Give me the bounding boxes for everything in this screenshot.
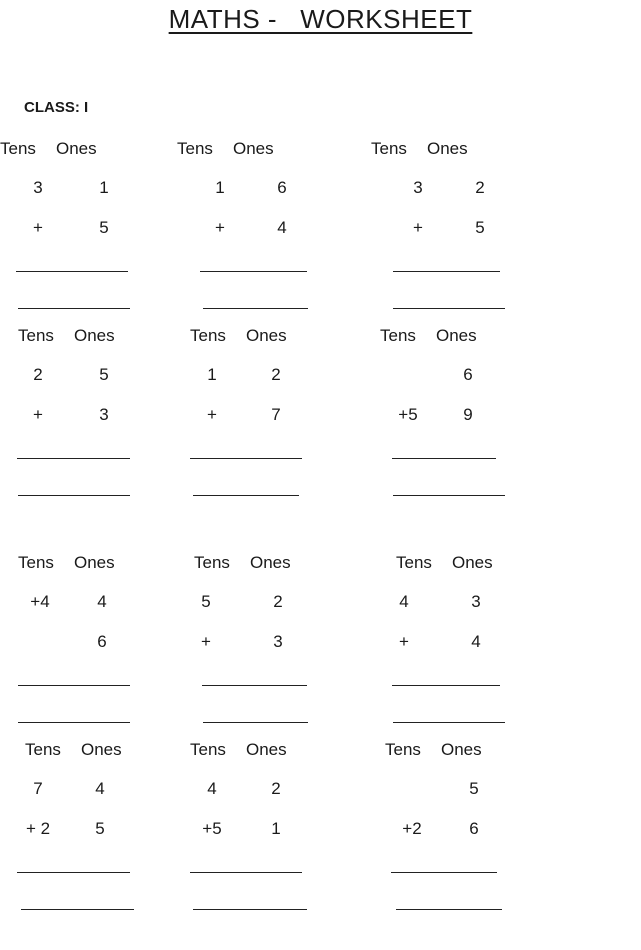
- ones-digit-bottom: 5: [475, 218, 485, 237]
- answer-line: [190, 458, 302, 459]
- tens-header: Tens: [194, 553, 230, 572]
- ones-digit-top: 1: [99, 178, 109, 197]
- ones-digit-bottom: 4: [277, 218, 287, 237]
- second-answer-line: [18, 495, 130, 496]
- answer-line: [18, 685, 130, 686]
- tens-digit-bottom: +5: [202, 819, 222, 838]
- ones-digit-top: 4: [95, 779, 105, 798]
- ones-digit-top: 2: [475, 178, 485, 197]
- ones-header: Ones: [233, 139, 274, 158]
- second-answer-line: [18, 308, 130, 309]
- tens-digit-top: 1: [207, 365, 217, 384]
- ones-digit-top: 5: [469, 779, 479, 798]
- ones-digit-bottom: 6: [469, 819, 479, 838]
- answer-line: [200, 271, 307, 272]
- ones-digit-bottom: 3: [273, 632, 283, 651]
- tens-digit-bottom: +5: [398, 405, 418, 424]
- tens-digit-bottom: + 2: [25, 819, 51, 838]
- ones-digit-bottom: 4: [471, 632, 481, 651]
- answer-line: [17, 872, 130, 873]
- ones-header: Ones: [246, 326, 287, 345]
- ones-digit-bottom: 5: [99, 218, 109, 237]
- tens-digit-bottom: +: [215, 218, 225, 237]
- second-answer-line: [203, 722, 308, 723]
- ones-digit-top: 5: [99, 365, 109, 384]
- ones-digit-top: 6: [463, 365, 473, 384]
- tens-digit-top: 2: [33, 365, 43, 384]
- second-answer-line: [21, 909, 134, 910]
- tens-digit-top: 1: [215, 178, 225, 197]
- tens-digit-bottom: +: [201, 632, 211, 651]
- tens-header: Tens: [190, 326, 226, 345]
- second-answer-line: [18, 722, 130, 723]
- ones-digit-top: 6: [277, 178, 287, 197]
- tens-header: Tens: [0, 139, 36, 158]
- ones-digit-bottom: 6: [97, 632, 107, 651]
- tens-digit-bottom: +: [413, 218, 423, 237]
- worksheet-title: [0, 4, 641, 35]
- tens-header: Tens: [371, 139, 407, 158]
- class-label: CLASS: I: [24, 99, 89, 116]
- ones-header: Ones: [56, 139, 97, 158]
- ones-digit-bottom: 3: [99, 405, 109, 424]
- second-answer-line: [396, 909, 502, 910]
- ones-digit-top: 2: [271, 779, 281, 798]
- tens-digit-top: 5: [201, 592, 211, 611]
- ones-digit-bottom: 9: [463, 405, 473, 424]
- ones-digit-top: 2: [271, 365, 281, 384]
- tens-header: Tens: [25, 740, 61, 759]
- tens-digit-top: 7: [33, 779, 43, 798]
- ones-digit-bottom: 5: [95, 819, 105, 838]
- tens-digit-bottom: +: [207, 405, 217, 424]
- tens-digit-top: 4: [207, 779, 217, 798]
- answer-line: [393, 271, 500, 272]
- second-answer-line: [393, 722, 505, 723]
- ones-header: Ones: [74, 553, 115, 572]
- ones-digit-bottom: 7: [271, 405, 281, 424]
- tens-header: Tens: [190, 740, 226, 759]
- tens-digit-top: 3: [33, 178, 43, 197]
- answer-line: [16, 271, 128, 272]
- tens-digit-bottom: +2: [402, 819, 422, 838]
- answer-line: [190, 872, 302, 873]
- ones-header: Ones: [452, 553, 493, 572]
- ones-header: Ones: [246, 740, 287, 759]
- tens-header: Tens: [380, 326, 416, 345]
- tens-digit-bottom: +: [33, 218, 43, 237]
- worksheet-title-text: MATHS - WORKSHEET: [168, 4, 473, 34]
- second-answer-line: [203, 308, 308, 309]
- tens-header: Tens: [18, 553, 54, 572]
- ones-digit-top: 3: [471, 592, 481, 611]
- answer-line: [17, 458, 130, 459]
- tens-digit-top: 4: [399, 592, 409, 611]
- tens-header: Tens: [396, 553, 432, 572]
- tens-digit-bottom: +: [399, 632, 409, 651]
- tens-digit-top: +4: [30, 592, 50, 611]
- ones-header: Ones: [436, 326, 477, 345]
- second-answer-line: [193, 909, 307, 910]
- ones-header: Ones: [441, 740, 482, 759]
- answer-line: [202, 685, 307, 686]
- tens-header: Tens: [385, 740, 421, 759]
- ones-header: Ones: [250, 553, 291, 572]
- ones-header: Ones: [427, 139, 468, 158]
- ones-header: Ones: [74, 326, 115, 345]
- tens-digit-top: 3: [413, 178, 423, 197]
- answer-line: [392, 685, 500, 686]
- ones-digit-bottom: 1: [271, 819, 281, 838]
- second-answer-line: [393, 495, 505, 496]
- answer-line: [391, 872, 497, 873]
- tens-digit-bottom: +: [33, 405, 43, 424]
- ones-digit-top: 4: [97, 592, 107, 611]
- second-answer-line: [393, 308, 505, 309]
- answer-line: [392, 458, 496, 459]
- ones-header: Ones: [81, 740, 122, 759]
- ones-digit-top: 2: [273, 592, 283, 611]
- tens-header: Tens: [177, 139, 213, 158]
- second-answer-line: [193, 495, 299, 496]
- tens-header: Tens: [18, 326, 54, 345]
